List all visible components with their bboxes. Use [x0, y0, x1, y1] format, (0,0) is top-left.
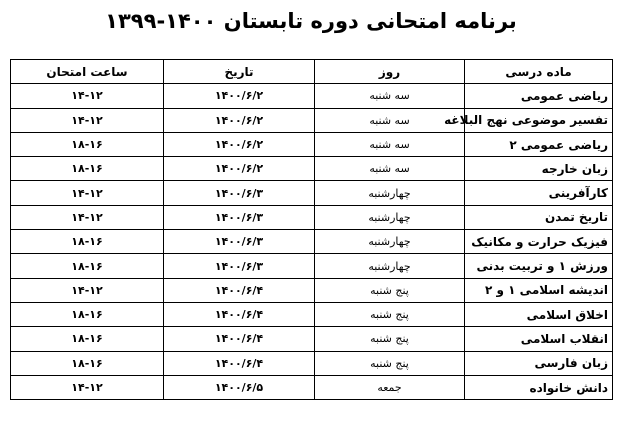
cell-day: پنج شنبه — [315, 302, 465, 326]
cell-day: چهارشنبه — [315, 254, 465, 278]
cell-day: سه شنبه — [315, 132, 465, 156]
cell-date: ۱۴۰۰/۶/۴ — [164, 327, 315, 351]
table-row — [11, 84, 613, 108]
header-day: روز — [315, 60, 465, 84]
table-row — [11, 132, 613, 156]
cell-date: ۱۴۰۰/۶/۳ — [164, 230, 315, 254]
table-row — [11, 108, 613, 132]
cell-subject: ورزش ۱ و تربیت بدنی — [465, 254, 613, 278]
table-row — [11, 278, 613, 302]
cell-day: سه شنبه — [315, 84, 465, 108]
cell-date: ۱۴۰۰/۶/۲ — [164, 132, 315, 156]
cell-date: ۱۴۰۰/۶/۴ — [164, 278, 315, 302]
cell-date: ۱۴۰۰/۶/۲ — [164, 157, 315, 181]
cell-time: ۱۸-۱۶ — [11, 132, 164, 156]
cell-day: چهارشنبه — [315, 230, 465, 254]
cell-time: ۱۸-۱۶ — [11, 254, 164, 278]
cell-time: ۱۴-۱۲ — [11, 205, 164, 229]
cell-date: ۱۴۰۰/۶/۴ — [164, 302, 315, 326]
table-row — [11, 157, 613, 181]
cell-time: ۱۴-۱۲ — [11, 375, 164, 399]
cell-date: ۱۴۰۰/۶/۳ — [164, 254, 315, 278]
cell-time: ۱۸-۱۶ — [11, 351, 164, 375]
table-row — [11, 254, 613, 278]
cell-day: سه شنبه — [315, 157, 465, 181]
cell-subject: ریاضی عمومی ۲ — [465, 132, 613, 156]
table-row — [11, 351, 613, 375]
cell-date: ۱۴۰۰/۶/۳ — [164, 205, 315, 229]
header-date: تاریخ — [164, 60, 315, 84]
cell-date: ۱۴۰۰/۶/۵ — [164, 375, 315, 399]
table-row — [11, 205, 613, 229]
table-row — [11, 302, 613, 326]
table-row — [11, 375, 613, 399]
exam-schedule-table — [10, 59, 613, 400]
cell-time: ۱۴-۱۲ — [11, 84, 164, 108]
cell-day: پنج شنبه — [315, 327, 465, 351]
table-row — [11, 230, 613, 254]
table-row — [11, 327, 613, 351]
cell-day: جمعه — [315, 375, 465, 399]
cell-time: ۱۸-۱۶ — [11, 302, 164, 326]
cell-date: ۱۴۰۰/۶/۳ — [164, 181, 315, 205]
cell-subject: اخلاق اسلامی — [465, 302, 613, 326]
cell-subject: اندیشه اسلامی ۱ و ۲ — [465, 278, 613, 302]
cell-subject: تاریخ تمدن — [465, 205, 613, 229]
cell-time: ۱۴-۱۲ — [11, 278, 164, 302]
cell-subject: دانش خانواده — [465, 375, 613, 399]
cell-subject: زبان فارسی — [465, 351, 613, 375]
cell-date: ۱۴۰۰/۶/۲ — [164, 84, 315, 108]
cell-day: چهارشنبه — [315, 205, 465, 229]
cell-time: ۱۸-۱۶ — [11, 230, 164, 254]
cell-day: پنج شنبه — [315, 351, 465, 375]
cell-subject: تفسیر موضوعی نهج البلاغه — [465, 108, 613, 132]
header-subject: ماده درسی — [465, 60, 613, 84]
cell-time: ۱۸-۱۶ — [11, 157, 164, 181]
cell-day: چهارشنبه — [315, 181, 465, 205]
cell-date: ۱۴۰۰/۶/۴ — [164, 351, 315, 375]
table-row — [11, 181, 613, 205]
cell-subject: کارآفرینی — [465, 181, 613, 205]
cell-date: ۱۴۰۰/۶/۲ — [164, 108, 315, 132]
page-title: برنامه امتحانی دوره تابستان ۱۴۰۰-۱۳۹۹ — [105, 9, 517, 33]
cell-time: ۱۸-۱۶ — [11, 327, 164, 351]
table-header-row — [11, 60, 613, 84]
cell-subject: انقلاب اسلامی — [465, 327, 613, 351]
cell-time: ۱۴-۱۲ — [11, 108, 164, 132]
cell-time: ۱۴-۱۲ — [11, 181, 164, 205]
cell-subject: ریاضی عمومی — [465, 84, 613, 108]
cell-day: پنج شنبه — [315, 278, 465, 302]
header-time: ساعت امتحان — [11, 60, 164, 84]
cell-day: سه شنبه — [315, 108, 465, 132]
cell-subject: زبان خارجه — [465, 157, 613, 181]
cell-subject: فیزیک حرارت و مکانیک — [465, 230, 613, 254]
